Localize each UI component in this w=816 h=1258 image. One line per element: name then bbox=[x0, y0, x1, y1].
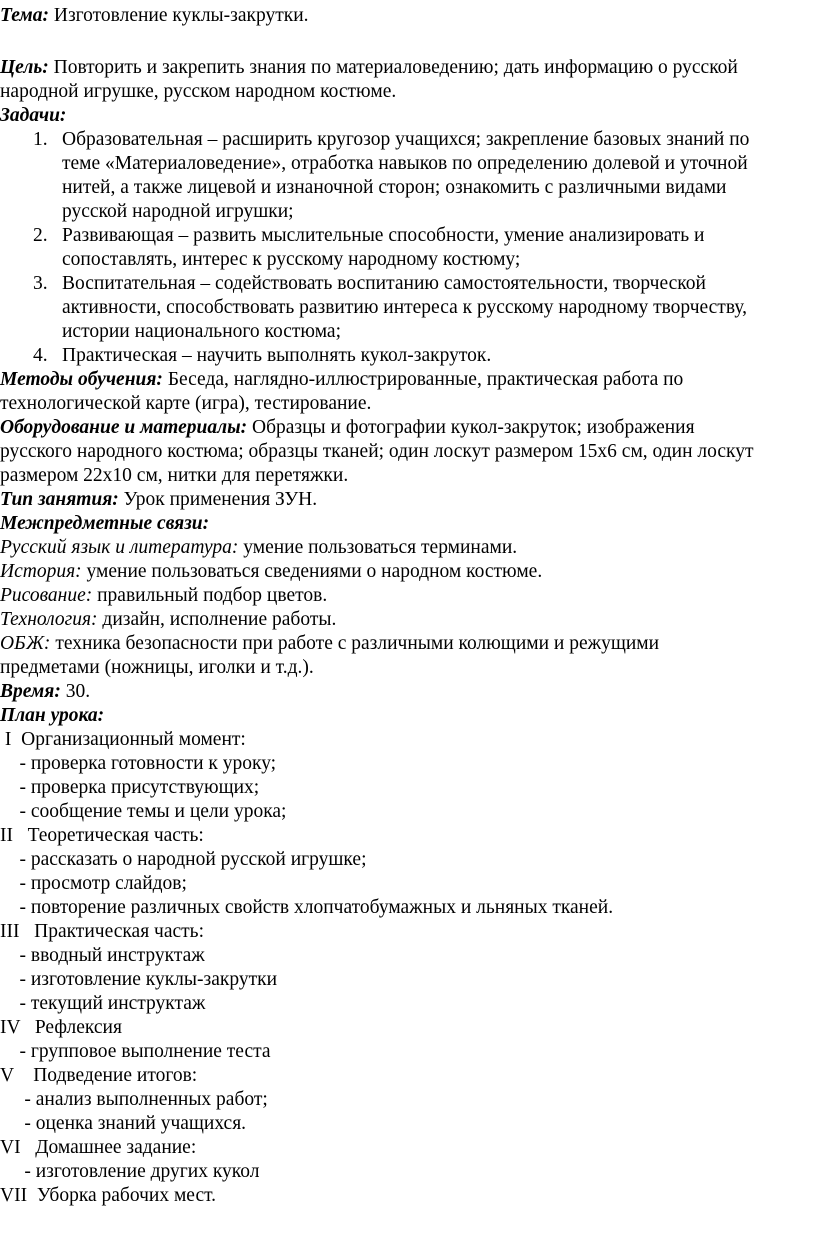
plan-line: III Практическая часть: bbox=[0, 921, 204, 942]
goal-label: Цель: bbox=[0, 57, 49, 78]
plan-line: VII Уборка рабочих мест. bbox=[0, 1185, 217, 1206]
task-3-line-3: истории национального костюма; bbox=[62, 321, 342, 342]
task-1-line-4: русской народной игрушки; bbox=[62, 201, 294, 222]
plan-line: - изготовление куклы-закрутки bbox=[0, 969, 278, 990]
subject-text: дизайн, исполнение работы. bbox=[97, 609, 337, 630]
task-3-line-1: Воспитательная – содействовать воспитанию самостоятельности, творческой bbox=[62, 273, 706, 294]
task-3-number: 3. bbox=[33, 273, 48, 294]
plan-line: - групповое выполнение теста bbox=[0, 1041, 271, 1062]
subject-text: умение пользоваться сведениями о народном костюме. bbox=[81, 561, 543, 582]
equipment-label: Оборудование и материалы: bbox=[0, 417, 248, 438]
interdisciplinary-heading: Межпредметные связи: bbox=[0, 513, 210, 534]
plan-line: - анализ выполненных работ; bbox=[0, 1089, 268, 1110]
plan-line: - проверка готовности к уроку; bbox=[0, 753, 277, 774]
plan-line: - сообщение темы и цели урока; bbox=[0, 801, 287, 822]
interdisciplinary-obzh-line-1 bbox=[0, 632, 659, 656]
plan-line: I Организационный момент: bbox=[0, 729, 246, 750]
task-2-line-2: сопоставлять, интерес к русскому народному костюму; bbox=[62, 249, 521, 270]
tasks-heading: Задачи: bbox=[0, 105, 67, 126]
equipment-line-1 bbox=[0, 416, 695, 440]
plan-line: VI Домашнее задание: bbox=[0, 1137, 197, 1158]
subject-label: История: bbox=[0, 561, 82, 582]
goal-line-1 bbox=[0, 56, 738, 80]
methods-label: Методы обучения: bbox=[0, 369, 163, 390]
equipment-text-1: Образцы и фотографии кукол-закруток; изображения bbox=[247, 417, 695, 438]
equipment-line-2: русского народного костюма; образцы тканей; один лоскут размером 15х6 см, один лоскут bbox=[0, 441, 754, 462]
plan-line: IV Рефлексия bbox=[0, 1017, 122, 1038]
goal-line-2 bbox=[0, 80, 396, 104]
plan-line: - рассказать о народной русской игрушке; bbox=[0, 849, 367, 870]
plan-line: - просмотр слайдов; bbox=[0, 873, 187, 894]
task-4-line-1: Практическая – научить выполнять кукол-закруток. bbox=[62, 345, 492, 366]
topic-label: Тема: bbox=[0, 5, 49, 26]
lesson-type-line bbox=[0, 488, 317, 512]
interdisciplinary-obzh-line-2: предметами (ножницы, иголки и т.д.). bbox=[0, 657, 314, 678]
lesson-type-text: Урок применения ЗУН. bbox=[118, 489, 318, 510]
task-1-line-1: Образовательная – расширить кругозор учащихся; закрепление базовых знаний по bbox=[62, 129, 750, 150]
plan-line: - изготовление других кукол bbox=[0, 1161, 260, 1182]
topic-line bbox=[0, 4, 309, 28]
task-1-line-3: нитей, а также лицевой и изнаночной сторон; ознакомить с различными видами bbox=[62, 177, 727, 198]
interdisciplinary-item bbox=[0, 584, 327, 608]
plan-line: II Теоретическая часть: bbox=[0, 825, 204, 846]
plan-line: - оценка знаний учащихся. bbox=[0, 1113, 247, 1134]
time-label: Время: bbox=[0, 681, 61, 702]
goal-text-1: Повторить и закрепить знания по материаловедению; дать информацию о русской bbox=[48, 57, 738, 78]
subject-text: техника безопасности при работе с различными колющими и режущими bbox=[50, 633, 660, 654]
plan-line: V Подведение итогов: bbox=[0, 1065, 198, 1086]
interdisciplinary-item bbox=[0, 560, 542, 584]
plan-line: - проверка присутствующих; bbox=[0, 777, 260, 798]
task-3-line-2: активности, способствовать развитию интереса к русскому народному творчеству, bbox=[62, 297, 748, 318]
subject-label: Русский язык и литература: bbox=[0, 537, 239, 558]
methods-line-1 bbox=[0, 368, 683, 392]
time-text: 30. bbox=[60, 681, 91, 702]
time-line bbox=[0, 680, 90, 704]
plan-line: - вводный инструктаж bbox=[0, 945, 205, 966]
goal-text-2: народной игрушке, русском народном костюме. bbox=[0, 81, 397, 102]
task-2-number: 2. bbox=[33, 225, 48, 246]
topic-text: Изготовление куклы-закрутки. bbox=[48, 5, 309, 26]
subject-label: ОБЖ: bbox=[0, 633, 51, 654]
plan-line: - текущий инструктаж bbox=[0, 993, 206, 1014]
subject-label: Рисование: bbox=[0, 585, 93, 606]
task-2-line-1: Развивающая – развить мыслительные способности, умение анализировать и bbox=[62, 225, 705, 246]
plan-line: - повторение различных свойств хлопчатобумажных и льняных тканей. bbox=[0, 897, 614, 918]
interdisciplinary-item bbox=[0, 536, 517, 560]
task-1-number: 1. bbox=[33, 129, 48, 150]
methods-text-1: Беседа, наглядно-иллюстрированные, практическая работа по bbox=[162, 369, 684, 390]
subject-label: Технология: bbox=[0, 609, 98, 630]
equipment-line-3: размером 22х10 см, нитки для перетяжки. bbox=[0, 465, 349, 486]
lesson-type-label: Тип занятия: bbox=[0, 489, 119, 510]
interdisciplinary-item bbox=[0, 608, 336, 632]
task-1-line-2: теме «Материаловедение», отработка навыков по определению долевой и уточной bbox=[62, 153, 748, 174]
methods-line-2: технологической карте (игра), тестирование. bbox=[0, 393, 372, 414]
subject-text: правильный подбор цветов. bbox=[92, 585, 328, 606]
task-4-number: 4. bbox=[33, 345, 48, 366]
plan-heading: План урока: bbox=[0, 705, 105, 726]
subject-text: умение пользоваться терминами. bbox=[238, 537, 518, 558]
